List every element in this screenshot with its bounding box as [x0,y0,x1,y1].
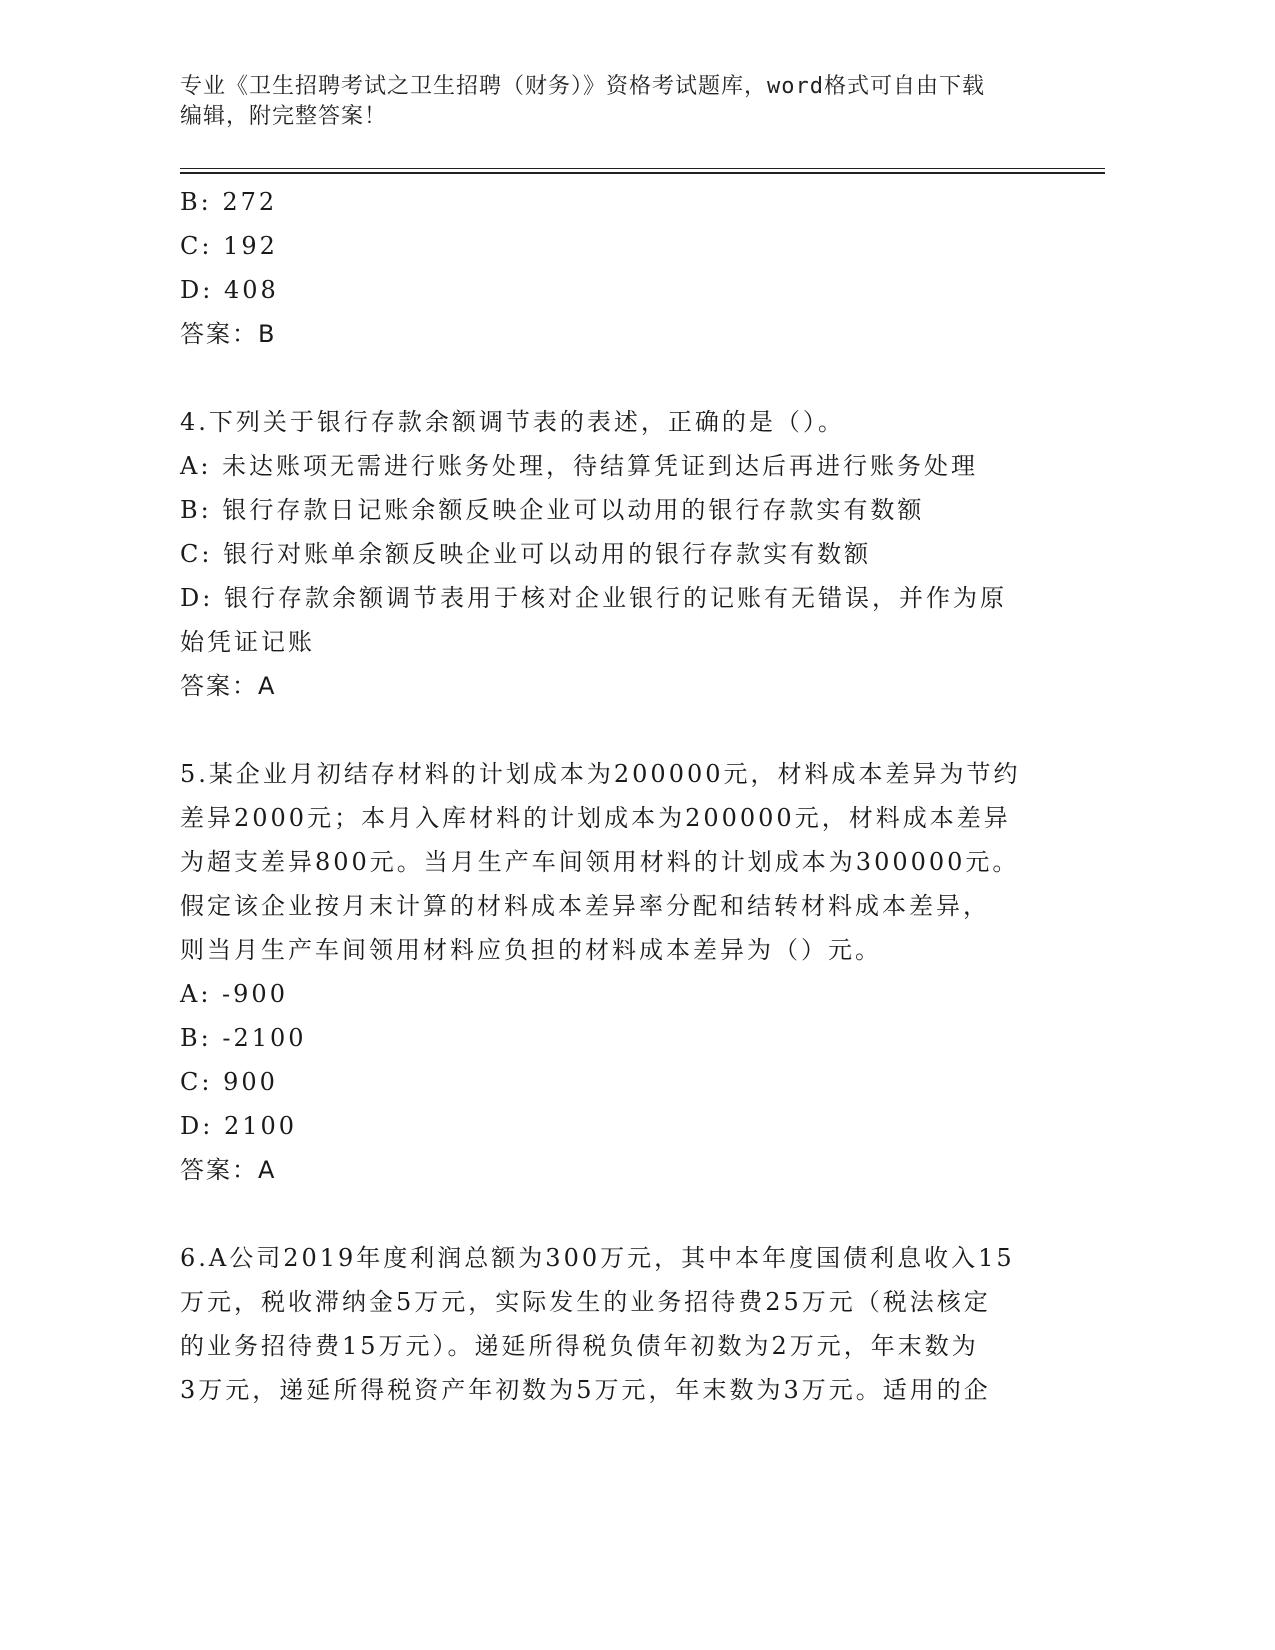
answer-line: 答案：A [180,1156,277,1184]
option-c: C: 银行对账单余额反映企业可以动用的银行存款实有数额 [180,540,872,568]
question-6 [180,1236,1040,1412]
question-4 [180,400,1040,708]
question-stem-line: 万元，税收滞纳金5万元，实际发生的业务招待费25万元（税法核定 [180,1288,991,1316]
option-b: B: 272 [180,188,278,216]
header-line-2: 编辑，附完整答案！ [180,104,388,129]
question-stem-line: 的业务招待费15万元）。递延所得税负债年初数为2万元，年末数为 [180,1332,979,1360]
question-content [180,180,1040,1412]
header-divider-thick [180,172,1105,174]
question-3-tail [180,180,1040,356]
document-header [180,72,1040,132]
question-stem-line: 6.A公司2019年度利润总额为300万元，其中本年度国债利息收入15 [180,1244,1015,1272]
question-stem-line: 假定该企业按月末计算的材料成本差异率分配和结转材料成本差异， [180,892,990,920]
option-d: D: 408 [180,276,279,304]
option-c: C: 192 [180,232,278,260]
option-b: B: -2100 [180,1024,307,1052]
option-d: D: 2100 [180,1112,298,1140]
question-stem-line: 则当月生产车间领用材料应负担的材料成本差异为（）元。 [180,936,882,964]
option-d-continued: 始凭证记账 [180,628,315,656]
option-a: A: 未达账项无需进行账务处理，待结算凭证到达后再进行账务处理 [180,452,979,480]
option-d: D: 银行存款余额调节表用于核对企业银行的记账有无错误，并作为原 [180,584,1007,612]
header-line-1: 专业《卫生招聘考试之卫生招聘（财务）》资格考试题库，word格式可自由下载 [180,74,985,99]
question-stem-line: 为超支差异800元。当月生产车间领用材料的计划成本为300000元。 [180,848,1020,876]
answer-line: 答案：B [180,320,277,348]
question-stem-line: 3万元，递延所得税资产年初数为5万元，年末数为3万元。适用的企 [180,1376,991,1404]
question-stem: 4.下列关于银行存款余额调节表的表述，正确的是（）。 [180,408,845,436]
option-c: C: 900 [180,1068,278,1096]
question-stem-line: 5.某企业月初结存材料的计划成本为200000元，材料成本差异为节约 [180,760,1021,788]
answer-line: 答案：A [180,672,277,700]
option-b: B: 银行存款日记账余额反映企业可以动用的银行存款实有数额 [180,496,925,524]
question-stem-line: 差异2000元；本月入库材料的计划成本为200000元，材料成本差异 [180,804,1011,832]
header-divider-thin [180,168,1105,169]
question-5 [180,752,1040,1192]
option-a: A: -900 [180,980,288,1008]
